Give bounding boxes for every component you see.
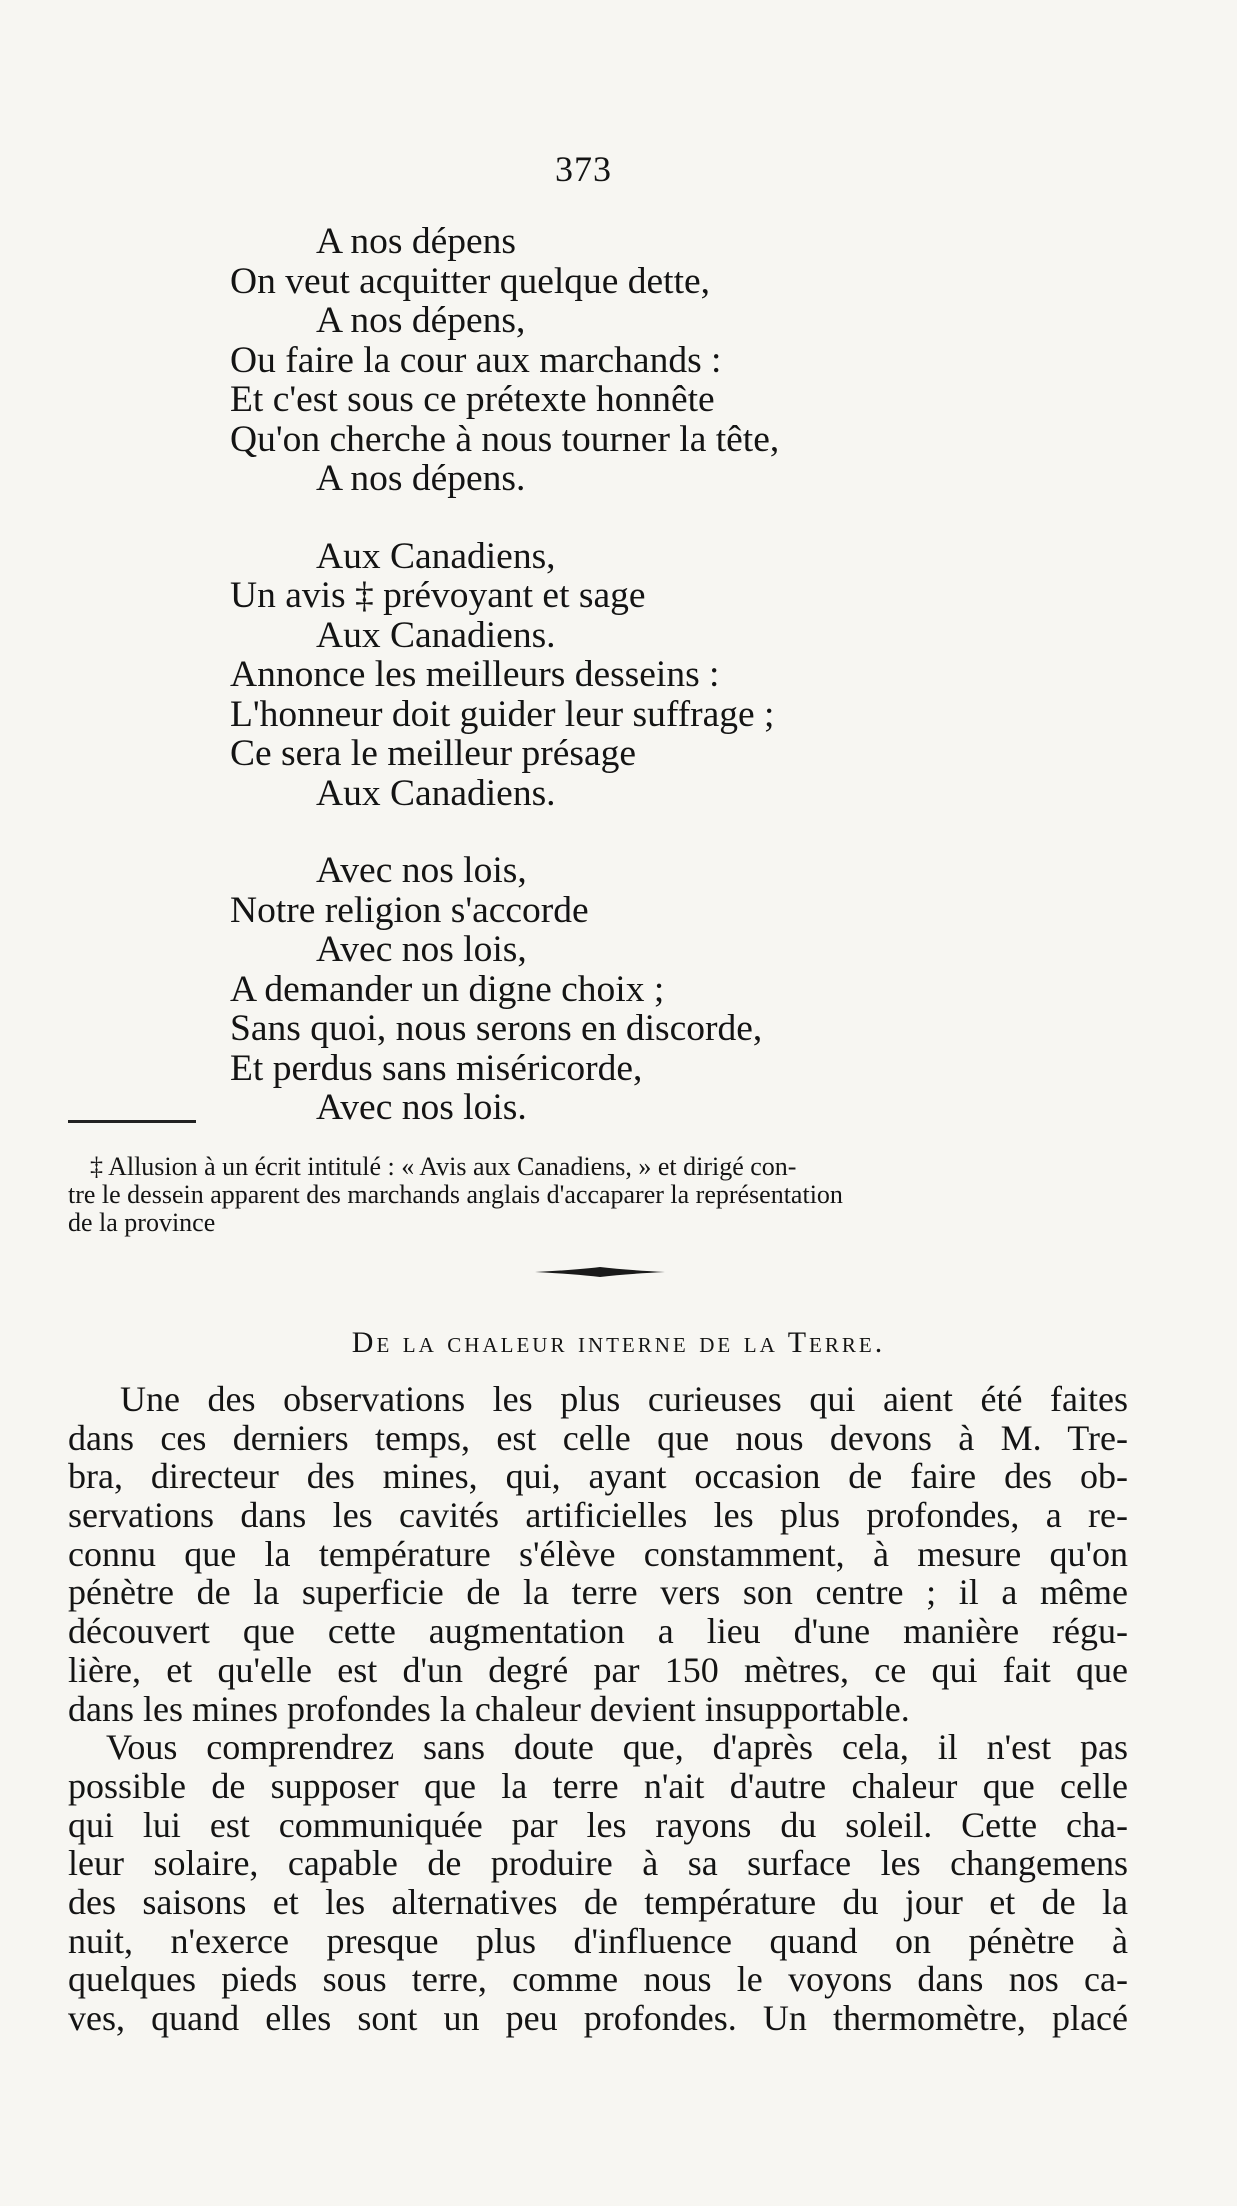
poem-line: Notre religion s'accorde bbox=[230, 889, 589, 931]
footnote-separator-rule bbox=[68, 1120, 196, 1123]
poem-line: Avec nos lois, bbox=[316, 929, 527, 970]
body-line: dans les mines profondes la chaleur devient insupportable. bbox=[68, 1688, 910, 1729]
body-line: quelques pieds sous terre, comme nous le voyons dans nos ca- bbox=[68, 1959, 1128, 2000]
poem-line: A nos dépens, bbox=[316, 300, 526, 341]
poem-line: Aux Canadiens. bbox=[316, 772, 556, 814]
body-line: qui lui est communiquée par les rayons du soleil. Cette cha- bbox=[68, 1804, 1128, 1845]
body-line: des saisons et les alternatives de température du jour et de la bbox=[68, 1881, 1128, 1922]
poem-line: Annonce les meilleurs desseins : bbox=[230, 654, 720, 695]
poem-line: Avec nos lois. bbox=[316, 1087, 527, 1128]
poem-line: On veut acquitter quelque dette, bbox=[230, 260, 711, 302]
poem bbox=[230, 222, 1130, 1166]
body-line: connu que la température s'élève constamment, à mesure qu'on bbox=[68, 1533, 1128, 1574]
poem-line: Aux Canadiens. bbox=[316, 614, 556, 656]
poem-line: A nos dépens. bbox=[316, 458, 526, 499]
poem-line: Aux Canadiens, bbox=[316, 535, 556, 577]
footnote-line: de la province bbox=[68, 1208, 216, 1237]
section-ornament-rule bbox=[535, 1266, 665, 1278]
poem-stanza bbox=[230, 537, 1130, 814]
poem-line: Et perdus sans miséricorde, bbox=[230, 1047, 643, 1089]
body-line: lière, et qu'elle est d'un degré par 150 mètres, ce qui fait que bbox=[68, 1649, 1128, 1690]
body-line: possible de supposer que la terre n'ait d'autre chaleur que celle bbox=[68, 1765, 1128, 1806]
poem-line: Sans quoi, nous serons en discorde, bbox=[230, 1008, 763, 1049]
poem-line: Qu'on cherche à nous tourner la tête, bbox=[230, 418, 780, 460]
poem-line: Ce sera le meilleur présage bbox=[230, 733, 637, 774]
body-line: dans ces derniers temps, est celle que nous devons à M. Tre- bbox=[68, 1417, 1128, 1458]
page-number: 373 bbox=[555, 149, 612, 189]
body-line: pénètre de la superficie de la terre vers son centre ; il a même bbox=[68, 1572, 1128, 1613]
poem-line: Un avis ‡ prévoyant et sage bbox=[230, 575, 646, 616]
poem-line: L'honneur doit guider leur suffrage ; bbox=[230, 693, 775, 735]
poem-stanza bbox=[230, 851, 1130, 1128]
poem-line: A nos dépens bbox=[316, 221, 516, 262]
body-line: Une des observations les plus curieuses qui aient été faites bbox=[120, 1379, 1128, 1419]
article-body bbox=[68, 1380, 1128, 2038]
body-line: bra, directeur des mines, qui, ayant occasion de faire des ob- bbox=[68, 1456, 1128, 1497]
body-line: nuit, n'exerce presque plus d'influence quand on pénètre à bbox=[68, 1920, 1128, 1961]
poem-line: Ou faire la cour aux marchands : bbox=[230, 339, 722, 381]
body-line: Vous comprendrez sans doute que, d'après cela, il n'est pas bbox=[106, 1727, 1128, 1768]
footnote-line: ‡ Allusion à un écrit intitulé : « Avis aux Canadiens, » et dirigé con- bbox=[90, 1152, 797, 1181]
poem-line: Et c'est sous ce prétexte honnête bbox=[230, 379, 715, 420]
footnote bbox=[68, 1153, 1148, 1237]
body-line: ves, quand elles sont un peu profondes. Un thermomètre, placé bbox=[68, 1998, 1128, 2038]
body-line: servations dans les cavités artificielles les plus profondes, a re- bbox=[68, 1495, 1128, 1536]
poem-line: A demander un digne choix ; bbox=[230, 968, 665, 1010]
body-line: découvert que cette augmentation a lieu d'une manière régu- bbox=[68, 1611, 1128, 1652]
poem-line: Avec nos lois, bbox=[316, 850, 527, 891]
poem-stanza bbox=[230, 222, 1130, 499]
body-line: leur solaire, capable de produire à sa surface les changemens bbox=[68, 1843, 1128, 1884]
section-title: De la chaleur interne de la Terre. bbox=[351, 1326, 886, 1359]
footnote-line: tre le dessein apparent des marchands anglais d'accaparer la représentation bbox=[68, 1180, 843, 1209]
